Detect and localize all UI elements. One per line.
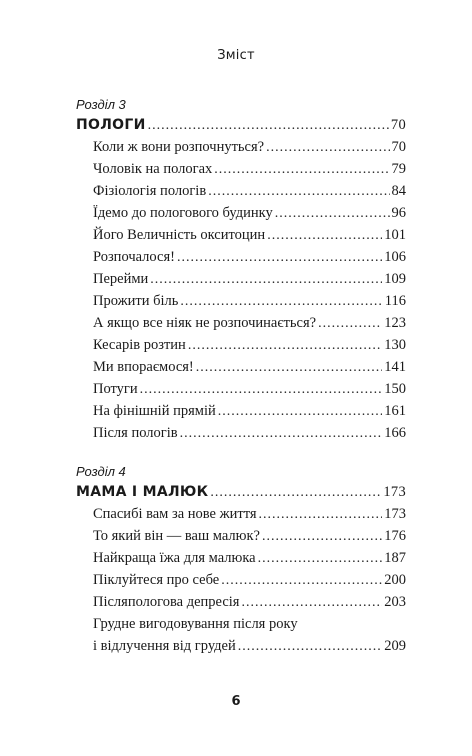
dot-leader [180, 291, 382, 313]
toc-entry[interactable] [76, 400, 406, 422]
page-number: 106 [384, 249, 406, 265]
toc-entry[interactable] [76, 290, 406, 312]
entry-title: Після пологів [93, 425, 178, 441]
dot-leader [140, 379, 383, 401]
entry-title: А якщо все ніяк не розпочинається? [93, 315, 317, 331]
page-number: 209 [384, 638, 406, 654]
toc-entry[interactable] [76, 136, 406, 158]
toc-entry[interactable] [76, 569, 406, 591]
page-number: 130 [384, 337, 406, 353]
page-number: 203 [384, 594, 406, 610]
page-number: 109 [384, 271, 406, 287]
dot-leader [180, 423, 383, 445]
dot-leader [214, 159, 389, 181]
toc-entry[interactable] [76, 422, 406, 444]
toc-entry[interactable] [76, 356, 406, 378]
entry-title: Перейми [93, 271, 149, 287]
page-number: 116 [384, 293, 406, 309]
page-number: 79 [391, 161, 406, 177]
dot-leader [267, 225, 382, 247]
page-number: 200 [384, 572, 406, 588]
page-number: 141 [384, 359, 406, 375]
dot-leader [262, 526, 382, 548]
entry-title: Кесарів розтин [93, 337, 186, 353]
page-number: 123 [384, 315, 406, 331]
toc-entry[interactable] [76, 378, 406, 400]
page-number-footer: 6 [231, 694, 241, 709]
section-label: Розділ 4 [76, 464, 126, 479]
entry-title: Розпочалося! [93, 249, 175, 265]
page-number: 166 [384, 425, 406, 441]
page-number: 173 [384, 506, 406, 522]
entry-title: Післяпологова депресія [93, 594, 240, 610]
entry-title: Їдемо до пологового будинку [93, 205, 273, 221]
dot-leader [238, 636, 383, 658]
dot-leader [196, 357, 382, 379]
dot-leader [318, 313, 382, 335]
toc-chapter-pology[interactable] [76, 114, 406, 136]
chapter-title: МАМА І МАЛЮК [76, 484, 209, 500]
dot-leader [266, 137, 389, 159]
page-number: 70 [390, 117, 406, 133]
toc-entry[interactable] [76, 547, 406, 569]
page-number: 84 [391, 183, 406, 199]
toc-entry[interactable] [76, 180, 406, 202]
toc-section-4 [76, 463, 406, 657]
toc-section-3 [76, 96, 406, 444]
entry-title: Його Величність окситоцин [93, 227, 266, 243]
page-title: Зміст [217, 48, 255, 63]
toc-entry[interactable] [76, 158, 406, 180]
entry-title: Найкраща їжа для малюка [93, 550, 256, 566]
page-number: 96 [391, 205, 406, 221]
toc-entry-line1[interactable] [76, 613, 406, 635]
page-number: 101 [384, 227, 406, 243]
dot-leader [221, 570, 382, 592]
entry-title: Чоловік на пологах [93, 161, 213, 177]
dot-leader [150, 269, 382, 291]
toc-entry[interactable] [76, 246, 406, 268]
entry-title: Ми впораємося! [93, 359, 194, 375]
dot-leader [210, 482, 381, 504]
entry-title: Коли ж вони розпочнуться? [93, 139, 265, 155]
page-number: 70 [391, 139, 406, 155]
dot-leader [177, 247, 382, 269]
page-number: 150 [384, 381, 406, 397]
page-number: 173 [383, 484, 406, 500]
entry-title: Потуги [93, 381, 138, 397]
dot-leader [208, 181, 389, 203]
toc-chapter-mama-i-maliuk[interactable] [76, 481, 406, 503]
toc-entry[interactable] [76, 224, 406, 246]
toc-entry[interactable] [76, 334, 406, 356]
entry-title: То який він — ваш малюк? [93, 528, 260, 544]
chapter-title: ПОЛОГИ [76, 117, 146, 133]
toc-entry-line2[interactable] [76, 635, 406, 657]
toc-entry[interactable] [76, 268, 406, 290]
page-number: 187 [384, 550, 406, 566]
entry-title: Фізіологія пологів [93, 183, 207, 199]
entry-title: Грудне вигодовування після року [93, 616, 298, 632]
dot-leader [188, 335, 382, 357]
toc-entry[interactable] [76, 312, 406, 334]
dot-leader [258, 548, 383, 570]
dot-leader [218, 401, 383, 423]
dot-leader [241, 592, 382, 614]
dot-leader [148, 115, 389, 137]
toc-entry[interactable] [76, 202, 406, 224]
entry-title: На фінішній прямій [93, 403, 216, 419]
toc-entry[interactable] [76, 503, 406, 525]
dot-leader [259, 504, 383, 526]
entry-title: і відлучення від грудей [93, 638, 236, 654]
toc-entry[interactable] [76, 591, 406, 613]
page-number: 161 [384, 403, 406, 419]
entry-title: Спасибі вам за нове життя [93, 506, 257, 522]
entry-title: Прожити біль [93, 293, 179, 309]
entry-title: Піклуйтеся про себе [93, 572, 220, 588]
page-number: 176 [384, 528, 406, 544]
toc-entry[interactable] [76, 525, 406, 547]
dot-leader [275, 203, 390, 225]
section-label: Розділ 3 [76, 97, 126, 112]
